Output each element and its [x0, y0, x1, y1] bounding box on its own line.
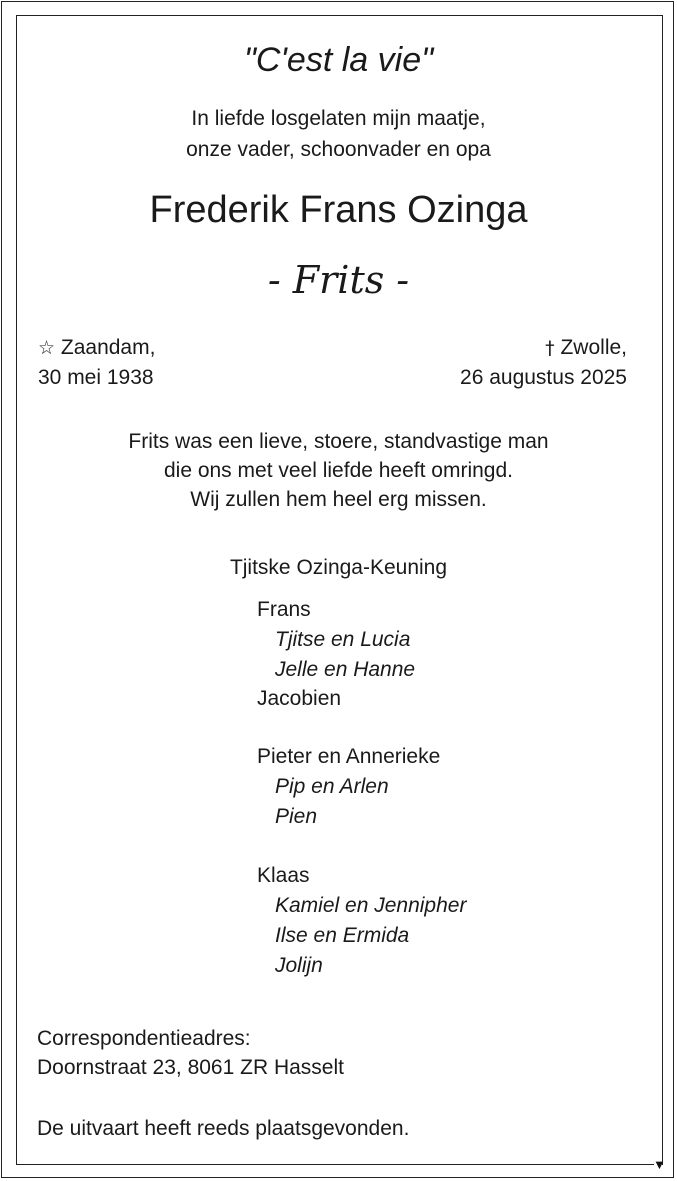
intro-line: onze vader, schoonvader en opa	[186, 138, 491, 161]
death-place-text: Zwolle,	[554, 336, 627, 359]
grandchild-name: Pip en Arlen	[275, 775, 389, 798]
tribute-line: die ons met veel liefde heeft omringd.	[163, 459, 514, 482]
death-date: 26 augustus 2025	[460, 366, 627, 389]
deceased-name: Frederik Frans Ozinga	[149, 189, 528, 231]
intro-line: In liefde losgelaten mijn maatje,	[191, 107, 486, 130]
grandchild-name: Tjitse en Lucia	[275, 628, 411, 651]
birth-place	[38, 334, 155, 362]
birth-date: 30 mei 1938	[38, 366, 154, 389]
child-name: Frans	[257, 598, 311, 621]
tribute-text	[0, 427, 677, 514]
child-name: Klaas	[257, 864, 310, 887]
spouse-name: Tjitske Ozinga-Keuning	[229, 556, 448, 579]
grandchild-name: Ilse en Ermida	[275, 924, 410, 947]
nickname: - Frits -	[267, 258, 410, 302]
intro-text	[0, 103, 677, 165]
tribute-line: Wij zullen hem heel erg missen.	[190, 488, 487, 511]
correspondence-label: Correspondentieadres:	[37, 1027, 251, 1050]
birth-place-text: Zaandam,	[55, 336, 156, 359]
grandchild-name: Pien	[275, 805, 318, 828]
grandchild-name: Kamiel en Jennipher	[275, 894, 467, 917]
funeral-note: De uitvaart heeft reeds plaatsgevonden.	[37, 1117, 410, 1140]
death-place	[545, 334, 627, 362]
star-icon: ☆	[38, 337, 56, 359]
tribute-line: Frits was een lieve, stoere, standvastige man	[128, 430, 549, 453]
cross-icon: †	[545, 337, 555, 359]
child-name: Pieter en Annerieke	[257, 745, 441, 768]
inner-border-bottom	[16, 1164, 654, 1165]
motto: "C'est la vie"	[243, 41, 434, 79]
grandchild-name: Jolijn	[275, 954, 323, 977]
correspondence-address: Doornstraat 23, 8061 ZR Hasselt	[37, 1056, 344, 1079]
grandchild-name: Jelle en Hanne	[275, 658, 416, 681]
child-name: Jacobien	[257, 687, 342, 710]
scroll-down-arrow-icon: ▼	[653, 1157, 666, 1172]
